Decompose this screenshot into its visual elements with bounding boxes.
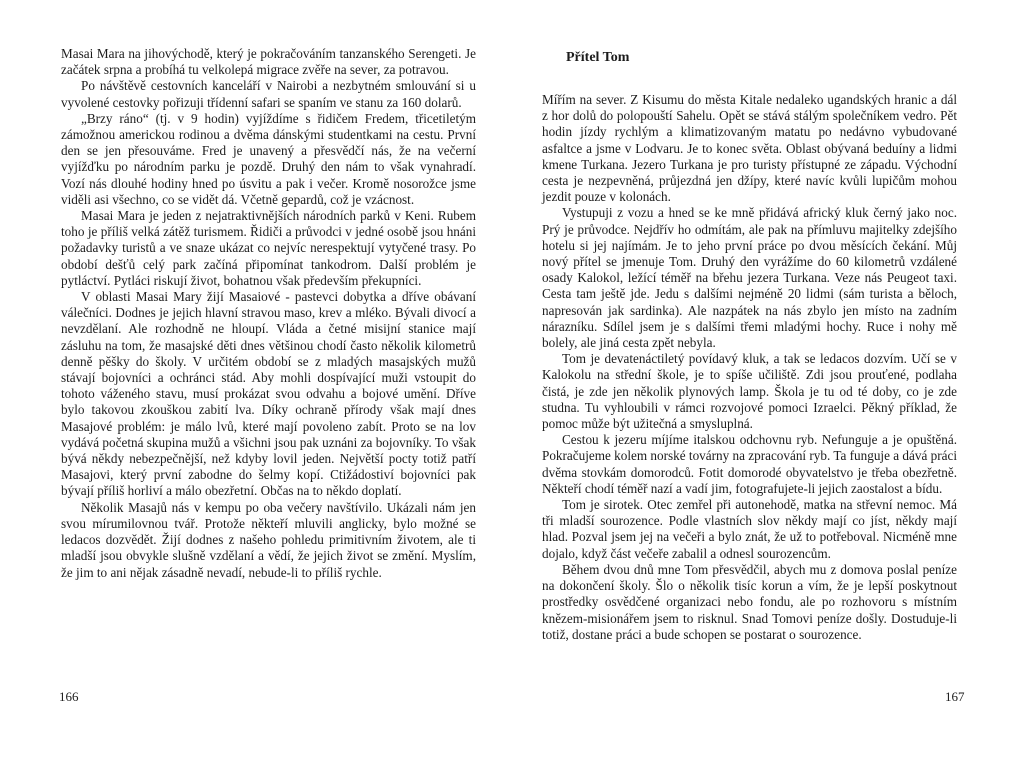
paragraph: Po návštěvě cestovních kanceláří v Nairobi a nezbytném smlouvání si u vyvolené cestovky pořizuji třídenní safari se spaním ve stanu za 160 dolarů. bbox=[61, 78, 476, 110]
right-page-body bbox=[542, 92, 957, 643]
paragraph: Tom je devatenáctiletý povídavý kluk, a tak se ledacos dozvím. Učí se v Kalokolu na střední škole, je to spíše učiliště. Zdi jsou prouťené, podlaha čistá, je zde jen několik plynových lamp. Škola je tu od té doby, co je zde studna. Tu vyhloubili v rámci rozvojové pomoci Izraelci. Pěkný příklad, že pomoc může být užitečná a smysluplná. bbox=[542, 351, 957, 432]
paragraph: Mířím na sever. Z Kisumu do města Kitale nedaleko ugandských hranic a dál z hor dolů do polopouští Sahelu. Opět se stává stálým společníkem vedro. Pět hodin jízdy rychlým a klimatizovaným matatu po nedávno vybudované asfaltce a jsme v Lodvaru. Je to konec světa. Oblast obývaná beduíny a lidmi kmene Turkana. Jezero Turkana je pro turisty přístupné ze západu. Východní cesta je nezpevněná, průjezdná jen džípy, které navíc kvůli lupičům mohou jezdit pouze v kolonách. bbox=[542, 92, 957, 205]
paragraph: V oblasti Masai Mary žijí Masaiové - pastevci dobytka a dříve obávaní válečníci. Dodnes je jejich hlavní stravou maso, krev a mléko. Bývali divocí a nevzdělaní. Ale rozhodně ne hloupí. Vláda a četné misijní stanice mají zásluhu na tom, že masajské děti dnes většinou chodí často několik kilometrů denně pěšky do školy. V určitém období se z mladých masajských mužů stávají bojovníci a ochránci stád. Aby mohli dospívající muži vstoupit do tohoto váženého stavu, musí prokázat svou odvahu a bojové umění. Dříve bylo takovou zkouškou zabití lva. Díky ochraně přírody však mají dnes Masajové problém: je málo lvů, které mají povoleno zabít. Proto se na lov vydává početná skupina mužů a všichni jsou pak uznáni za bojovníky. To však bývá někdy nebezpečnější, než kdyby lovil jeden. Největší pocty totiž patří Masajovi, který první zabodne do šelmy kopí. Ctižádostiví bojovníci pak bývají příliš horliví a málo obezřetní. Občas na to někdo doplatí. bbox=[61, 289, 476, 499]
right-page bbox=[512, 0, 1024, 757]
page-number: 167 bbox=[945, 689, 965, 704]
page-number: 166 bbox=[59, 689, 79, 704]
paragraph: Několik Masajů nás v kempu po oba večery navštívilo. Ukázali nám jen svou mírumilovnou tvář. Protože někteří mluvili anglicky, bylo možné se ledacos dozvědět. Žijí dodnes z našeho pohledu primitivním životem, ale ti mladší jsou obvykle slušně vzdělaní a vědí, že jejich život se změní. Myslím, že jim to ani nějak zásadně nevadí, nebude-li to příliš rychle. bbox=[61, 499, 476, 580]
paragraph: Tom je sirotek. Otec zemřel při autonehodě, matka na střevní nemoc. Má tři mladší sourozence. Podle vlastních slov někdy mají co jíst, někdy mají hlad. Pozval jsem jej na večeři a bylo znát, že už to potřeboval. Nicméně mne dojalo, když část večeře zabalil a odnesl sourozencům. bbox=[542, 497, 957, 561]
paragraph: Masai Mara je jeden z nejatraktivnějších národních parků v Keni. Rubem toho je příliš velká zátěž turismem. Řidiči a průvodci v jedné osobě jsou hnáni požadavky turistů a ve snaze ukázat co nejvíc nerespektují vytyčené trasy. Po období dešťů celý park začíná připomínat tankodrom. Další problém je pytláctví. Pytláci riskují život, bohatnou však především překupníci. bbox=[61, 208, 476, 288]
chapter-title: Přítel Tom bbox=[566, 50, 630, 65]
paragraph: „Brzy ráno“ (tj. v 9 hodin) vyjíždíme s řidičem Fredem, třicetiletým zámožnou americkou rodinou a dvěma dánskými studentkami na cestu. První den se jen přesouváme. Fred je unavený a přesvědčí nás, že na večerní vyjížďku po národním parku je pozdě. Druhý den nám to však vynahradí. Vozí nás dlouhé hodiny hned po úsvitu a pak i večer. Kromě nosorožce jsme viděli asi všechno, co se vidět dá. Včetně gepardů, což je vzácnost. bbox=[61, 110, 476, 207]
paragraph: Během dvou dnů mne Tom přesvědčil, abych mu z domova poslal peníze na dokončení školy. Šlo o několik tisíc korun a vím, že je lepší poskytnout prostředky osvědčené organizaci nebo fondu, ale po rozhovoru s místním knězem-misionářem jsem to risknul. Snad Tomovi peníze došly. Dostuduje-li totiž, dostane práci a bude schopen se postarat o sourozence. bbox=[542, 561, 957, 642]
paragraph: Cestou k jezeru míjíme italskou odchovnu ryb. Nefunguje a je opuštěná. Pokračujeme kolem norské továrny na zpracování ryb. Ta funguje a dává práci dvěma stovkám domorodců. Fotit domorodé obyvatelstvo je třeba obezřetně. Někteří chodí téměř nazí a vadí jim, fotografujete-li jejich zaostalost a bídu. bbox=[542, 432, 957, 496]
paragraph: Vystupuji z vozu a hned se ke mně přidává africký kluk černý jako noc. Prý je průvodce. Nejdřív ho odmítám, ale pak na přímluvu majitelky zdejšího hotelu si jej najímám. Je to jeho první práce po dvou měsících čekání. Můj nový přítel se jmenuje Tom. Druhý den vyrážíme do 60 kilometrů vzdálené osady Kalokol, ležící téměř na břehu jezera Turkana. Veze nás Peugeot taxi. Cesta tam ještě jde. Jedu s dalšími nejméně 20 lidmi (sám turista a běloch, napresován jak sardinka). Ale nazpátek na nás zbylo jen místo na zadním nárazníku. Sdílel jsem je s dalšími třemi mladými hochy. Ruce i nohy mě bolely, ale jiná cesta zpět nebyla. bbox=[542, 205, 957, 351]
left-page-body bbox=[61, 46, 476, 581]
paragraph: Masai Mara na jihovýchodě, který je pokračováním tanzanského Serengeti. Je začátek srpna a probíhá tu velkolepá migrace zvěře na sever, za potravou. bbox=[61, 46, 476, 78]
